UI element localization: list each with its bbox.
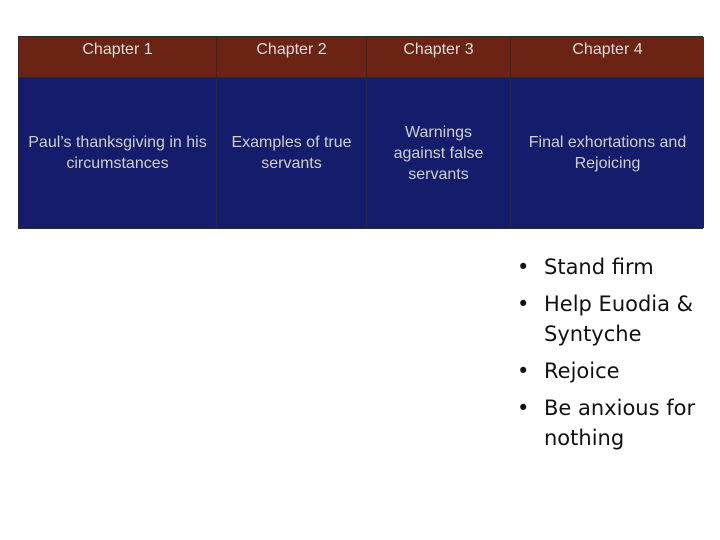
- bullet-list: [517, 252, 717, 460]
- chapter-4-summary: Final exhortations and Rejoicing: [511, 78, 704, 228]
- chapter-3-summary: Warnings against false servants: [367, 78, 511, 228]
- chapter-3-header: Chapter 3: [367, 37, 511, 78]
- chapter-1-summary: Paul’s thanksgiving in his circumstances: [19, 78, 217, 228]
- chapter-2-summary: Examples of true servants: [217, 78, 367, 228]
- bullet-item: • Stand firm: [517, 252, 717, 282]
- bullet-item: • Rejoice: [517, 356, 717, 386]
- chapter-2-header: Chapter 2: [217, 37, 367, 78]
- chapter-table: [18, 36, 703, 229]
- chapter-1-header: Chapter 1: [19, 37, 217, 78]
- chapter-4-header: Chapter 4: [511, 37, 704, 78]
- bullet-item: • Be anxious for nothing: [517, 393, 717, 453]
- bullet-item: • Help Euodia & Syntyche: [517, 289, 717, 349]
